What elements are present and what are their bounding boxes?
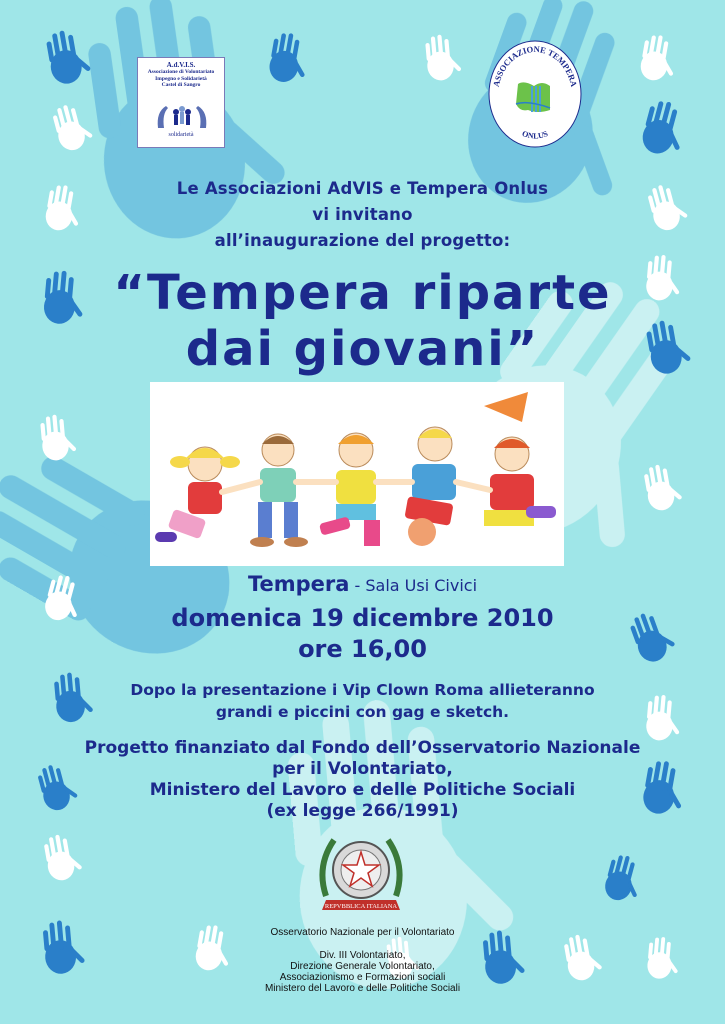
advis-logo-line2: Impegno e Solidarietà: [155, 75, 207, 82]
funding-line-1: Progetto finanziato dal Fondo dell’Osservatorio Nazionale: [84, 738, 641, 758]
intro-line-2: vi invitano: [312, 205, 413, 224]
advis-logo-name: A.d.V.I.S.: [166, 61, 196, 69]
intro-line-1: Le Associazioni AdVIS e Tempera Onlus: [176, 179, 549, 198]
tempera-logo-bottom-text: ONLUS: [520, 129, 550, 141]
event-venue: [0, 572, 725, 596]
footer-line-3: Direzione Generale Volontariato,: [290, 961, 435, 972]
event-separator: -: [349, 576, 366, 595]
child-figure: [155, 447, 240, 542]
hands-icon: [152, 98, 212, 132]
advis-logo-line3: Castel di Sangro: [161, 82, 201, 88]
child-figure: [319, 433, 380, 546]
event-time: ore 16,00: [298, 635, 427, 663]
title-line-1: “Tempera riparte: [113, 265, 612, 321]
advis-logo-line1: Associazione di Volontariato: [147, 69, 215, 75]
footer-block: [0, 950, 725, 994]
children-illustration: [150, 382, 564, 566]
tempera-logo-top-text: ASSOCIAZIONE TEMPERA: [490, 43, 580, 88]
footer-line-2: Div. III Volontariato,: [319, 950, 406, 961]
footer-line-5: Ministero del Lavoro e delle Politiche Sociali: [264, 983, 461, 994]
description-line-2: grandi e piccini con gag e sketch.: [215, 703, 510, 721]
event-title: [0, 265, 725, 377]
footer-observatory: Osservatorio Nazionale per il Volontariato: [270, 927, 455, 938]
child-figure: [484, 392, 556, 526]
intro-block: [0, 176, 725, 254]
child-figure: [250, 434, 308, 547]
intro-line-3: all’inaugurazione del progetto:: [214, 231, 511, 250]
italian-republic-emblem: [316, 826, 406, 918]
advis-logo-tagline: solidarietà: [168, 132, 194, 138]
funding-line-3: Ministero del Lavoro e delle Politiche Sociali: [149, 780, 576, 800]
description-line-1: Dopo la presentazione i Vip Clown Roma allieteranno: [130, 681, 595, 699]
event-description: [0, 679, 725, 723]
funding-block: [0, 738, 725, 822]
title-line-2: dai giovani”: [185, 321, 540, 377]
funding-line-2: per il Volontariato,: [272, 759, 453, 779]
funding-line-4: (ex legge 266/1991): [266, 801, 459, 821]
emblem-ribbon-text: REPVBBLICA ITALIANA: [324, 903, 398, 910]
event-city: Tempera: [247, 572, 350, 596]
event-venue-name: Sala Usi Civici: [365, 576, 478, 595]
child-figure: [404, 427, 456, 546]
footer-line-4: Associazionismo e Formazioni sociali: [279, 972, 446, 983]
event-date: domenica 19 dicembre 2010: [171, 604, 554, 632]
advis-logo: [137, 57, 225, 148]
tempera-logo: [488, 40, 582, 148]
waterfall-icon: [516, 82, 550, 112]
